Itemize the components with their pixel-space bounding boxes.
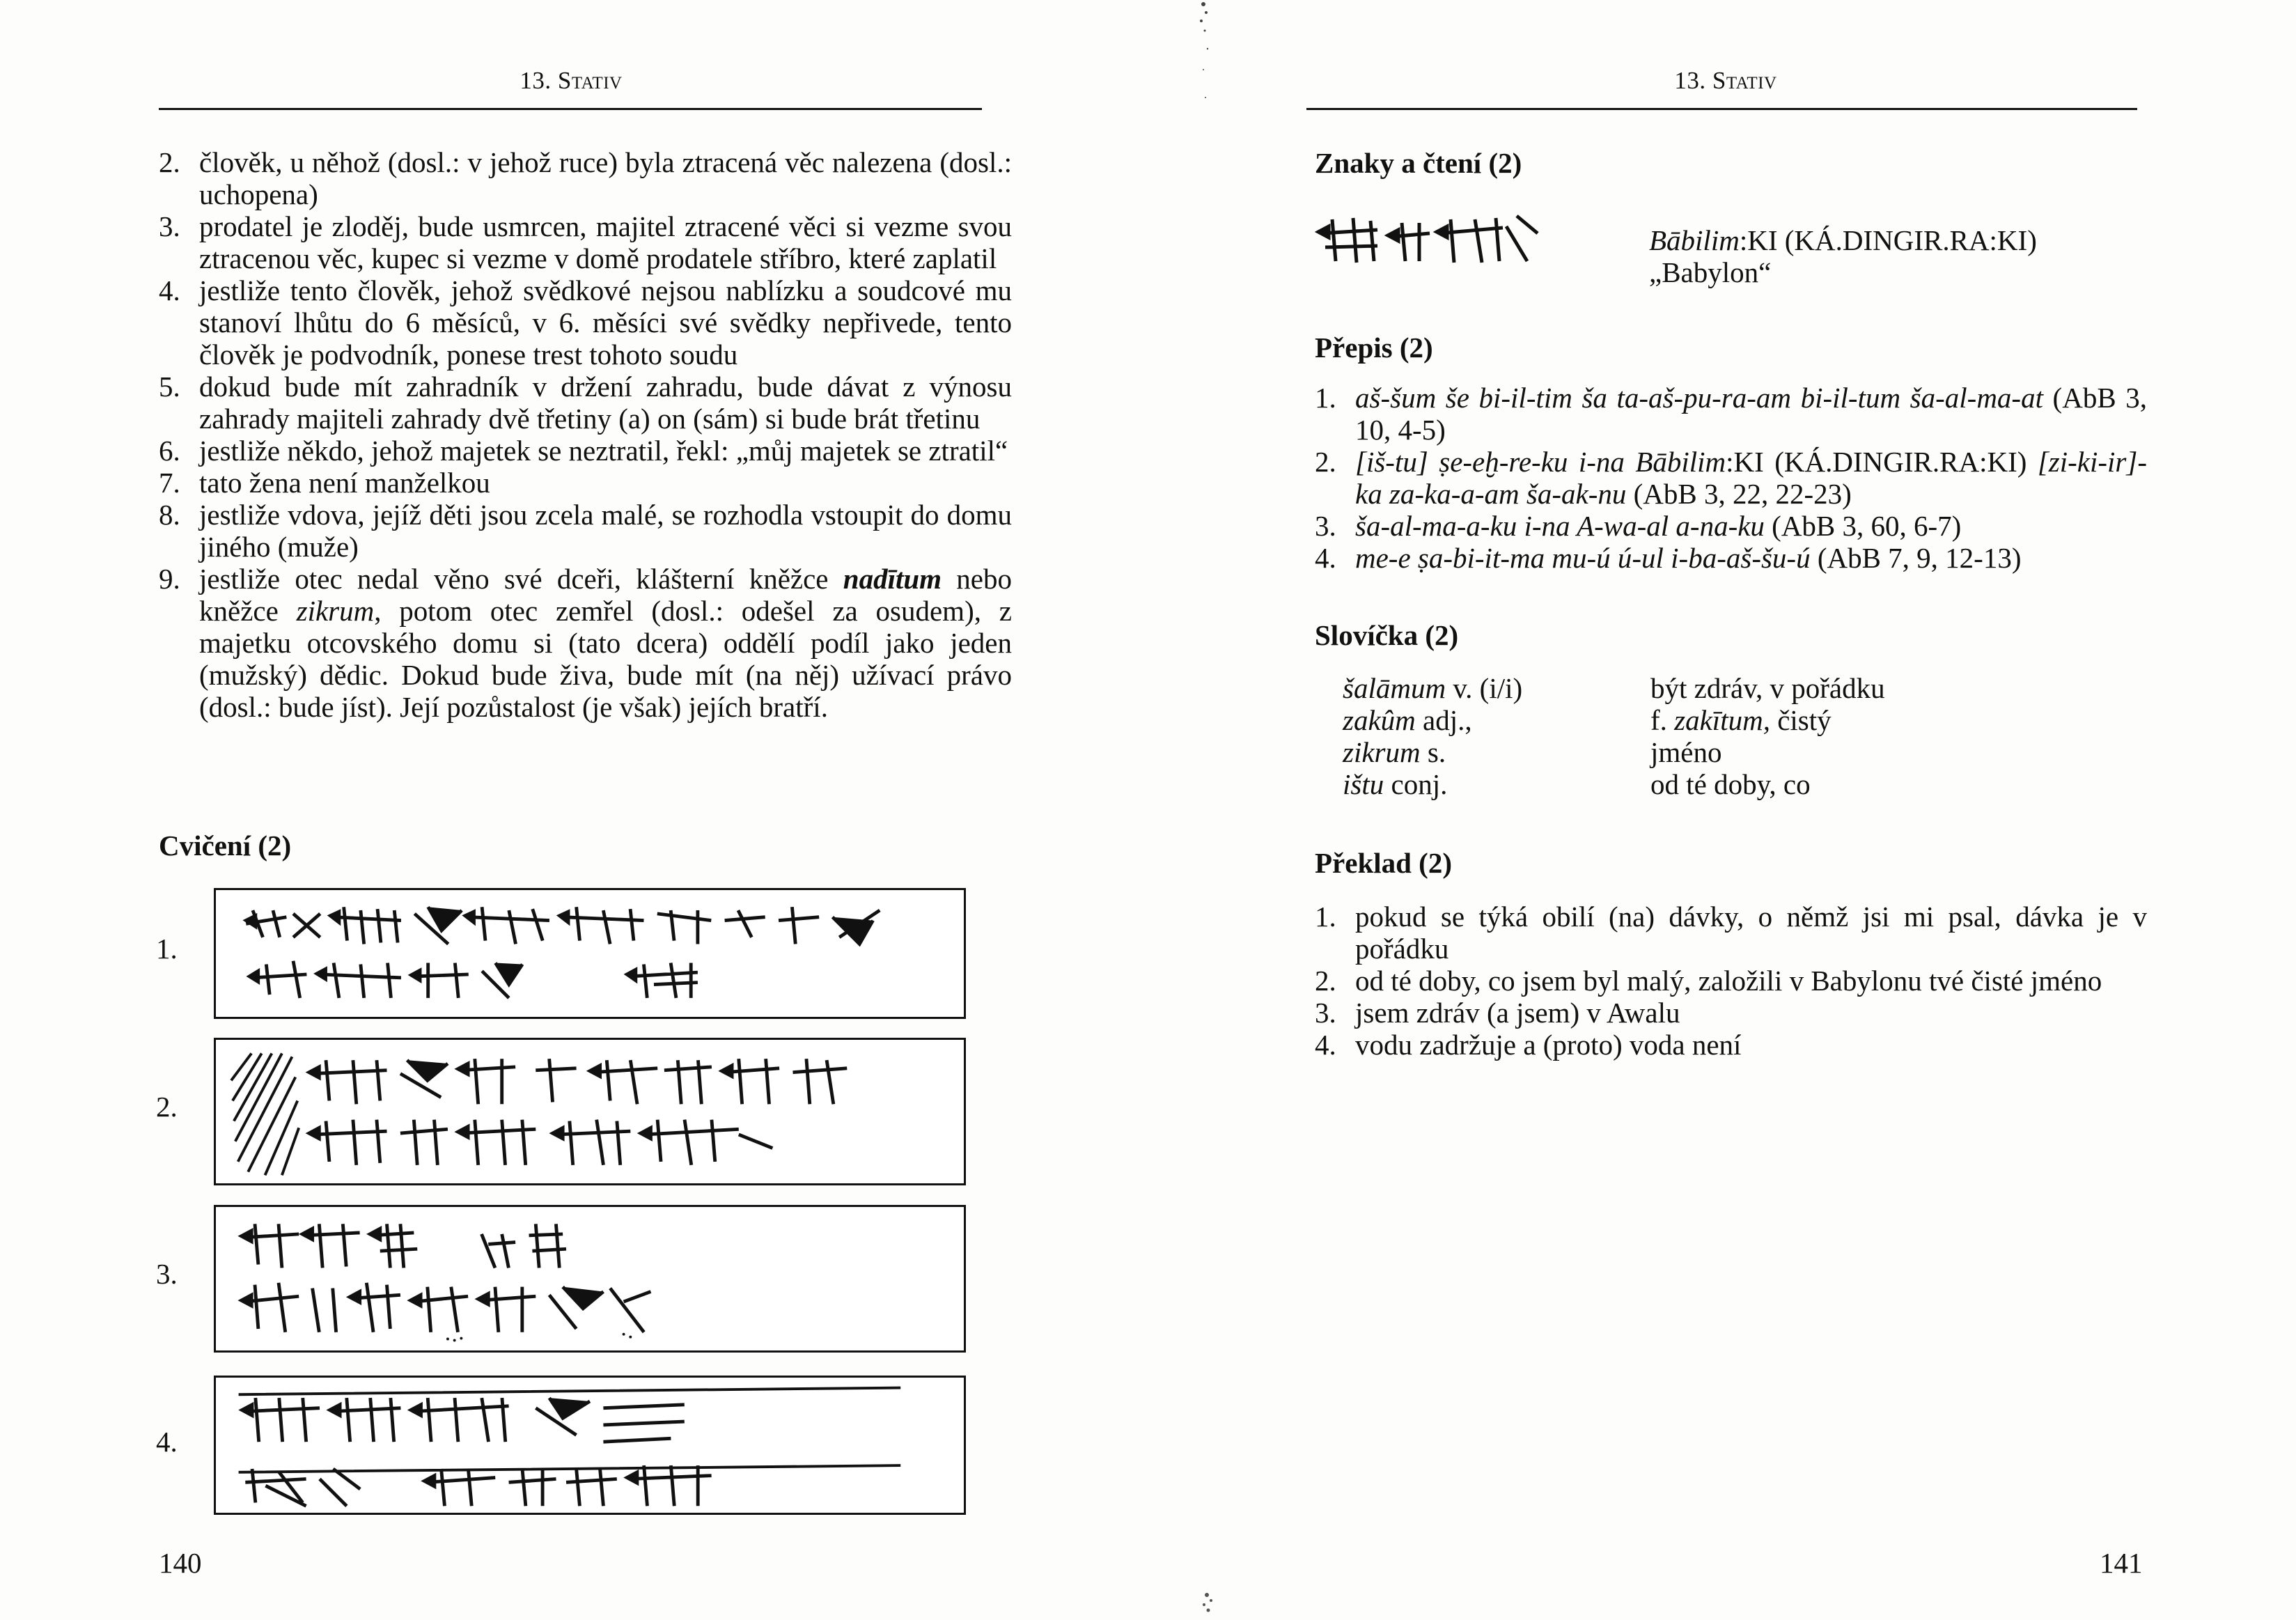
cuneiform-line-2 [214, 1038, 966, 1185]
cuneiform-line-1 [214, 888, 966, 1019]
vocab-row: ištu conj. od té doby, co [1343, 768, 1811, 800]
list-item: 2. [iš-tu] ṣe-eḫ-re-ku i-na Bābilim:KI (KÁ.DINGIR.RA:KI) [zi-ki-ir]-ka za-ka-a-am ša-ak-nu (AbB 3, 22, 22-23) [1315, 446, 2147, 510]
list-item: 2. od té doby, co jsem byl malý, založili v Babylonu tvé čisté jméno [1315, 965, 2102, 997]
signs-heading: Znaky a čtení (2) [1315, 147, 1522, 179]
exercise-number: 4. [156, 1426, 178, 1458]
page-number: 141 [2100, 1547, 2143, 1579]
list-item: 7. tato žena není manželkou [159, 467, 490, 499]
page-number: 140 [159, 1547, 202, 1579]
running-header [160, 67, 982, 95]
list-item: 3. prodatel je zloděj, bude usmrcen, majitel ztracené věci si vezme svou ztracenou věc, kupec si vezme v domě prodatele stříbro, které zaplatil [159, 210, 1012, 274]
list-item: 3. jsem zdráv (a jsem) v Awalu [1315, 997, 1680, 1029]
exercise-number: 3. [156, 1258, 178, 1290]
running-header [1311, 67, 2140, 95]
vocab-table [1343, 672, 2109, 800]
sentence-list [159, 146, 1012, 723]
list-item: 4. jestliže tento člověk, jehož svědkové nejsou nablízku a soudcové mu stanoví lhůtu do 6 měsíců, v 6. měsíci své svědky nepřivede, tento člověk je podvodník, ponese trest tohoto soudu [159, 274, 1012, 371]
exercise-number: 2. [156, 1091, 178, 1123]
transcription-list [1315, 382, 2147, 574]
vocab-heading: Slovíčka (2) [1315, 619, 1459, 651]
chapter-title: Stativ [1712, 67, 1777, 94]
cuneiform-image [216, 1207, 964, 1350]
sign-meaning: „Babylon“ [1649, 256, 1772, 288]
cuneiform-image [216, 1040, 964, 1183]
translation-list [1315, 901, 2147, 1061]
list-item: 9. jestliže otec nedal věno své dceři, klášterní kněžce nadītum nebo kněžce zikrum, potom otec zemřel (dosl.: odešel za osudem), z majetku otcovského domu si (tato dcera) oddělí podíl jako jeden (mužský) dědic. Dokud bude živa, bude mít (na něj) užívací právo (dosl.: bude jíst). Její pozůstalost (je však) jejích bratří. [159, 563, 1013, 723]
list-item: 1. pokud se týká obilí (na) dávky, o němž jsi mi psal, dávka je v pořádku [1315, 901, 2147, 965]
list-item: 3. ša-al-ma-a-ku i-na A-wa-al a-na-ku (AbB 3, 60, 6-7) [1315, 510, 1962, 542]
translation-heading: Překlad (2) [1315, 847, 1452, 879]
list-item: 8. jestliže vdova, jejíž děti jsou zcela malé, se rozhodla vstoupit do domu jiného (muže) [159, 499, 1012, 563]
list-item: 1. aš-šum še bi-il-tim ša ta-aš-pu-ra-am bi-il-tum ša-al-ma-at (AbB 3, 10, 4-5) [1315, 382, 2147, 446]
chapter-title: Stativ [557, 67, 623, 94]
cuneiform-babilim [1315, 205, 1545, 268]
sign-reading: Bābilim:KI (KÁ.DINGIR.RA:KI) „Babylon“ [1649, 224, 2037, 288]
chapter-number: 13. [1674, 67, 1706, 94]
exercise-number: 1. [156, 933, 178, 965]
vocab-row: zikrum s. jméno [1343, 736, 1722, 768]
vocab-row: zakûm adj., f. zakītum, čistý [1343, 704, 1832, 736]
list-item: 4. vodu zadržuje a (proto) voda není [1315, 1029, 1742, 1061]
list-item: 4. me-e ṣa-bi-it-ma mu-ú ú-ul i-ba-aš-šu-ú (AbB 7, 9, 12-13) [1315, 542, 2022, 574]
right-page [1148, 0, 2296, 1620]
list-item: 2. člověk, u něhož (dosl.: v jehož ruce) byla ztracená věc nalezena (dosl.: uchopena) [159, 146, 1012, 210]
cuneiform-line-4 [214, 1376, 966, 1515]
vocab-row: šalāmum v. (i/i) být zdráv, v pořádku [1343, 672, 1885, 704]
exercise-heading: Cvičení (2) [159, 830, 292, 862]
list-item: 5. dokud bude mít zahradník v držení zahradu, bude dávat z výnosu zahrady majiteli zahrady dvě třetiny (a) on (sám) si bude brát třetinu [159, 371, 1012, 435]
header-rule [1306, 108, 2137, 110]
transcription-heading: Přepis (2) [1315, 332, 1433, 364]
list-item: 6. jestliže někdo, jehož majetek se neztratil, řekl: „můj majetek se ztratil“ [159, 435, 1008, 467]
header-rule [159, 108, 982, 110]
chapter-number: 13. [520, 67, 552, 94]
cuneiform-image [216, 1378, 964, 1513]
cuneiform-image [216, 890, 964, 1017]
cuneiform-line-3 [214, 1205, 966, 1353]
